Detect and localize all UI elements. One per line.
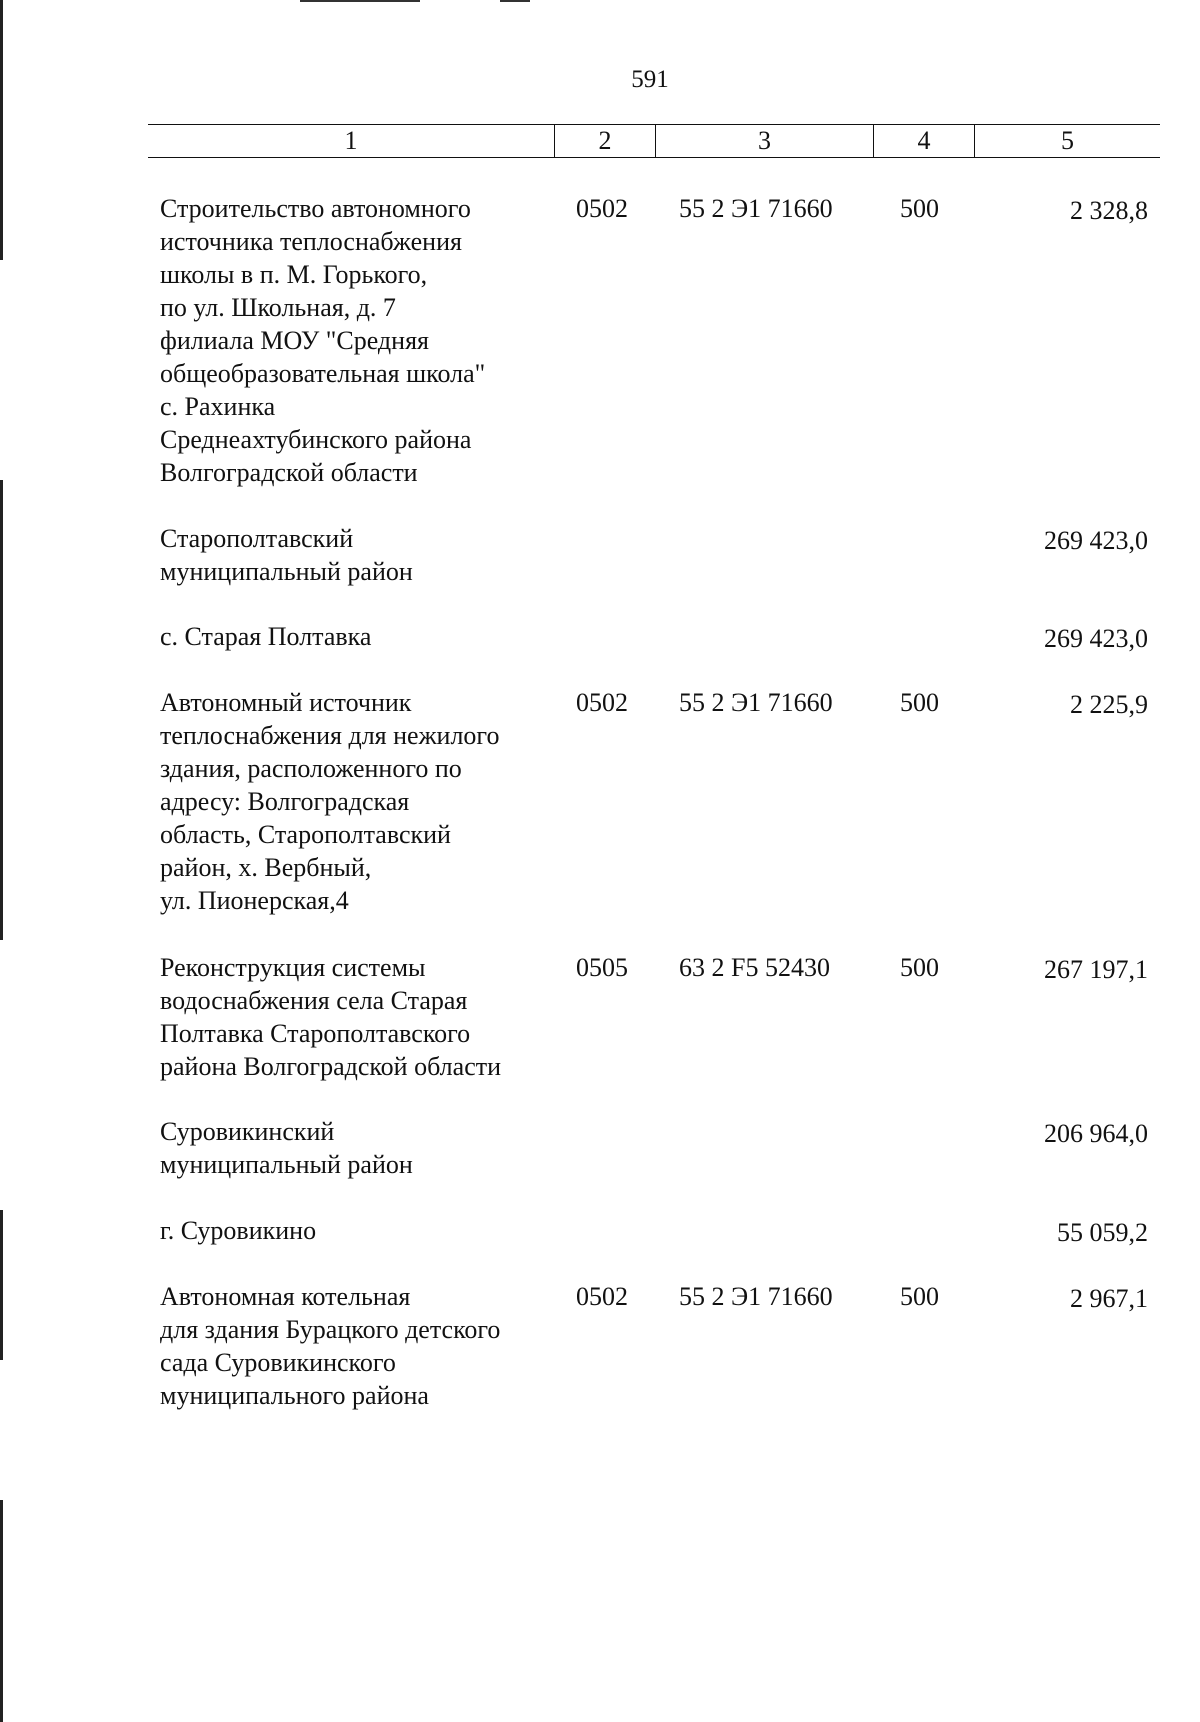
target-article-code: 55 2 Э1 71660 xyxy=(679,1282,833,1311)
amount-value: 2 967,1 xyxy=(1070,1284,1148,1313)
expense-type-code: 500 xyxy=(900,194,939,223)
expense-type-code: 500 xyxy=(900,1282,939,1311)
amount-value: 267 197,1 xyxy=(1044,955,1148,984)
expense-type-code: 500 xyxy=(900,688,939,717)
object-name: Строительство автономного источника теплоснабжения школы в п. М. Горького, по ул. Школьная, д. 7 филиала МОУ "Средняя общеобразовательная школа" с. Рахинка Среднеахтубинского района Волгоградской области xyxy=(160,194,486,487)
page-number: 591 xyxy=(631,66,669,93)
section-code: 0502 xyxy=(576,194,628,223)
amount-value: 269 423,0 xyxy=(1044,624,1148,653)
scan-edge-line xyxy=(500,0,530,2)
settlement-name: г. Суровикино xyxy=(160,1216,317,1245)
amount-value: 206 964,0 xyxy=(1044,1119,1148,1148)
scan-edge-line xyxy=(0,1500,3,1722)
section-code: 0502 xyxy=(576,688,628,717)
amount-value: 55 059,2 xyxy=(1057,1218,1148,1247)
settlement-name: с. Старая Полтавка xyxy=(160,622,372,651)
column-number: 5 xyxy=(974,125,1160,157)
section-code: 0505 xyxy=(576,953,628,982)
amount-value: 269 423,0 xyxy=(1044,526,1148,555)
district-name: Старополтавский муниципальный район xyxy=(160,524,413,586)
scan-edge-line xyxy=(0,0,3,260)
district-name: Суровикинский муниципальный район xyxy=(160,1117,413,1179)
object-name: Реконструкция системы водоснабжения села Старая Полтавка Старополтавского района Волгоградской области xyxy=(160,953,502,1081)
target-article-code: 55 2 Э1 71660 xyxy=(679,194,833,223)
object-name: Автономная котельная для здания Бурацкого детского сада Суровикинского муниципального района xyxy=(160,1282,501,1410)
object-name: Автономный источник теплоснабжения для нежилого здания, расположенного по адресу: Волгоградская область, Старополтавский район, х. Вербный, ул. Пионерская,4 xyxy=(160,688,500,915)
scan-edge-line xyxy=(0,1210,3,1360)
target-article-code: 63 2 F5 52430 xyxy=(679,953,830,982)
target-article-code: 55 2 Э1 71660 xyxy=(679,688,833,717)
scan-edge-line xyxy=(0,480,3,940)
column-number: 2 xyxy=(554,125,655,157)
amount-value: 2 225,9 xyxy=(1070,690,1148,719)
column-number: 3 xyxy=(655,125,873,157)
column-number: 4 xyxy=(873,125,974,157)
section-code: 0502 xyxy=(576,1282,628,1311)
expense-type-code: 500 xyxy=(900,953,939,982)
column-number: 1 xyxy=(344,126,358,155)
amount-value: 2 328,8 xyxy=(1070,196,1148,225)
scan-edge-line xyxy=(300,0,420,2)
table-column-header xyxy=(148,124,1160,158)
